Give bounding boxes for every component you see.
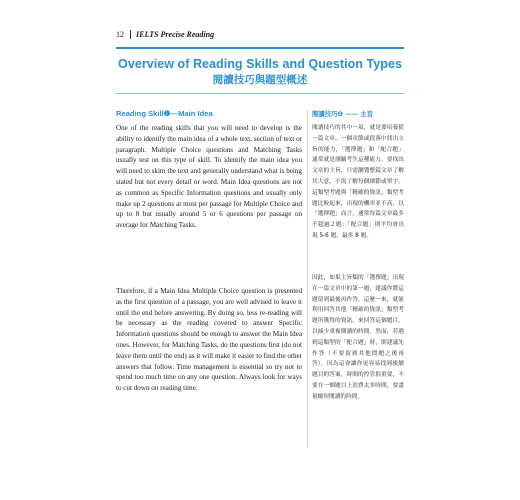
section-heading-chinese: 閱讀技巧❶ —— 主旨 <box>312 110 373 118</box>
section-heading-english: Reading Skill❶—Main Idea <box>116 109 213 118</box>
running-head <box>116 30 214 39</box>
header-divider <box>130 30 131 39</box>
chinese-paragraph-2: 因此，如果主旨類的「選擇題」出現在一篇文章中的第一題，建議你將這題留到最後再作答，這麼一來，就能利用回答其他「精確的資訊」類型考題所獲得的資訊，來回答這個題目，以減少重複閱讀的時間。然而，若遇到這類型的「配合題」時，則建議先作答（不要留到其他問題之後再答），因為這會讓你更容易找到後續題目的答案。時間的控管很重要，不要在一個題目上浪費太多時間，要盡量縮短閱讀的時間。 <box>312 275 404 400</box>
page-title-chinese: 閱讀技巧與題型概述 <box>212 74 308 86</box>
english-paragraph-2: Therefore, if a Main Idea Multiple Choice question is presented as the first question of a passage, you are well advised to leave it until the end before answering. By doing so, less re-reading will be necessary as the reading covered to answer Specific Information questions should be enough to answer the Main Idea ones. However, for Matching Tasks, do the questions first (do not leave them until the end) as it will make it easier to find the other answers that follow. Time management is essential so try not to spend too much time on any one question. Always look for ways to cut down on reading time. <box>116 287 302 393</box>
page-title-english: Overview of Reading Skills and Question Types <box>118 57 402 71</box>
book-title: IELTS Precise Reading <box>136 30 215 39</box>
title-top-rule <box>116 47 404 49</box>
column-divider <box>307 110 308 448</box>
page-number: 12 <box>116 30 124 39</box>
chinese-paragraph-1: 閱讀技巧的其中一項，就是要培養從一篇文章、一個章節或段落中找出主旨的能力，「選擇題」和「配合題」通常就是測驗考生這種能力。要找出文章的主旨，只需瀏覽整篇文章了解其大意，不需了解每個細節或單字。這類型考題與「精確的資訊」類型考題比較起來，出現的機率並不高，以「選擇題」而言，通常每篇文章最多不超過２題；「配合題」則平均會出現 5-6 題，最多 8 題。 <box>312 125 404 239</box>
title-bottom-rule <box>116 93 404 94</box>
english-paragraph-1: One of the reading skills that you will need to develop is the ability to identify the main idea of a whole text, section of text or paragraph. Multiple Choice questions and Matching Tasks usually test on this type of skill. To identify the main idea you will need to skim the text and generally understand what is being stated but not every detail or word. Main Idea questions are not as common as Specific Information questions and usually only make up 2 questions at most per passage for Multiple Choice and up to 8 but usually around 5 or 6 questions per passage on average for Matching Tasks. <box>116 124 302 230</box>
